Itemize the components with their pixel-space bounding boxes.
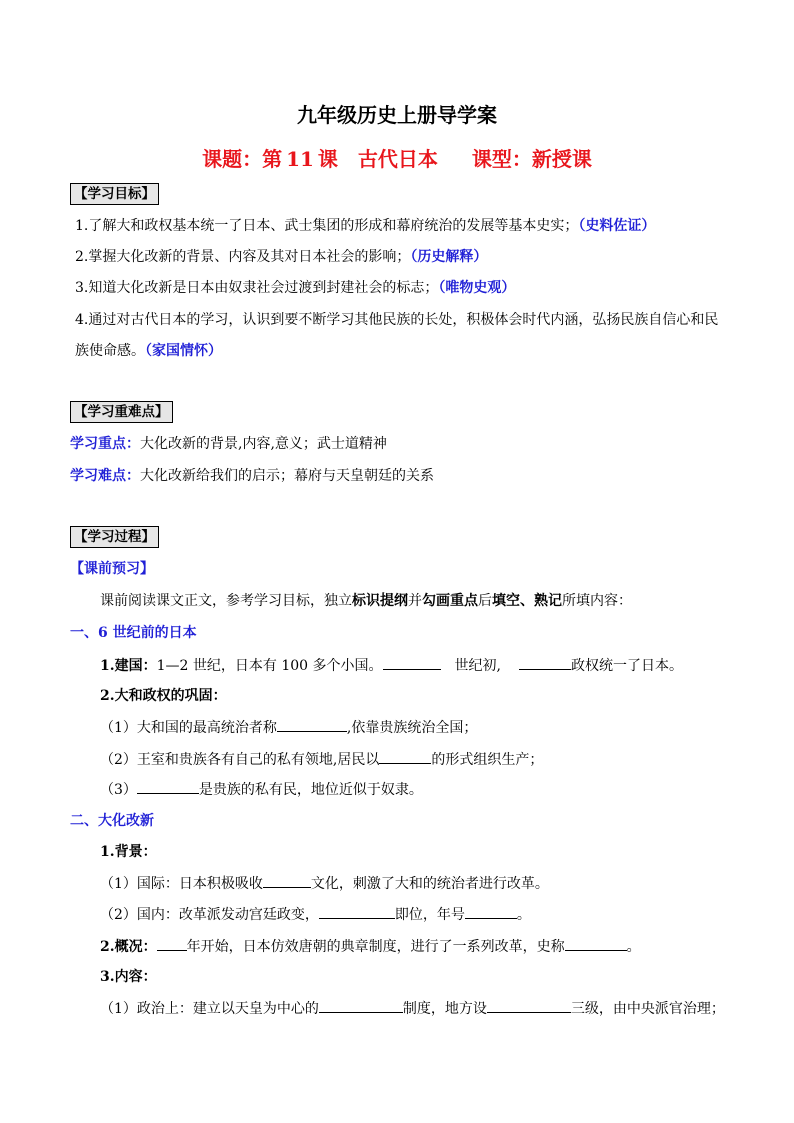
- bg-2-line: （2）国内：改革派发动宫廷政变， 即位，年号 。: [100, 904, 531, 925]
- blank: [157, 936, 187, 951]
- lesson-number: 11: [286, 147, 314, 171]
- lesson-prefix: 课题：第: [202, 147, 283, 171]
- lesson-subtitle: [0, 145, 794, 173]
- goal-item: 1.了解大和政权基本统一了日本、武士集团的形成和幕府统治的发展等基本史实；（史料佐证）: [75, 218, 656, 234]
- q2-3-line: （3） 是贵族的私有民，地位近似于奴隶。: [100, 779, 423, 800]
- blank: [487, 998, 571, 1013]
- q1-line: 1.建国：1—2 世纪，日本有 100 多个小国。 世纪初, 政权统一了日本。: [100, 655, 683, 676]
- section1-heading: 一、6 世纪前的日本: [70, 625, 197, 641]
- blank: [383, 655, 441, 670]
- lesson-type: 课型：新授课: [471, 147, 592, 171]
- content-1-line: （1）政治上：建立以天皇为中心的 制度，地方设 三级，由中央派官治理；: [100, 998, 725, 1019]
- goals-header: 【学习目标】: [70, 183, 159, 205]
- q2-label: 2.大和政权的巩固：: [100, 688, 227, 704]
- section2-heading: 二、大化改新: [70, 813, 154, 829]
- blank: [263, 873, 311, 888]
- blank: [277, 717, 347, 732]
- focus-label: 学习重点：: [70, 436, 140, 452]
- content-label: 3.内容：: [100, 969, 157, 985]
- preview-intro: 课前阅读课文正文，参考学习目标，独立标识提纲并勾画重点后填空、熟记所填内容：: [100, 593, 632, 609]
- preview-header: 【课前预习】: [70, 561, 154, 577]
- overview-line: 2.概况： 年开始，日本仿效唐朝的典章制度，进行了一系列改革，史称 。: [100, 936, 641, 957]
- lesson-name: 古代日本: [357, 147, 438, 171]
- goal-item-continuation: 族使命感。（家国情怀）: [75, 343, 222, 359]
- blank: [319, 998, 403, 1013]
- difficulty-line: [70, 466, 434, 486]
- q2-1-line: （1）大和国的最高统治者称 ,依靠贵族统治全国；: [100, 717, 477, 738]
- blank: [519, 655, 571, 670]
- document-title: 九年级历史上册导学案: [297, 103, 497, 127]
- focus-line: [70, 434, 387, 454]
- background-label: 1.背景：: [100, 844, 157, 860]
- goal-item: 4.通过对古代日本的学习，认识到要不断学习其他民族的长处，积极体会时代内涵，弘扬民族自信心和民: [75, 312, 719, 328]
- q2-2-line: （2）王室和贵族各有自己的私有领地,居民以 的形式组织生产；: [100, 749, 543, 770]
- focus-text: 大化改新的背景,内容,意义；武士道精神: [140, 436, 387, 452]
- lesson-suffix: 课: [317, 147, 338, 171]
- goal-item: 3.知道大化改新是日本由奴隶社会过渡到封建社会的标志；（唯物史观）: [75, 280, 516, 296]
- process-header: 【学习过程】: [70, 526, 159, 548]
- blank: [465, 904, 517, 919]
- blank: [319, 904, 395, 919]
- difficulty-label: 学习难点：: [70, 468, 140, 484]
- goal-item: 2.掌握大化改新的背景、内容及其对日本社会的影响；（历史解释）: [75, 249, 488, 265]
- blank: [565, 936, 627, 951]
- blank: [137, 779, 199, 794]
- bg-1-line: （1）国际：日本积极吸收 文化，刺激了大和的统治者进行改革。: [100, 873, 549, 894]
- blank: [379, 749, 431, 764]
- difficulty-text: 大化改新给我们的启示；幕府与天皇朝廷的关系: [140, 468, 434, 484]
- keypoints-header: 【学习重难点】: [70, 401, 173, 423]
